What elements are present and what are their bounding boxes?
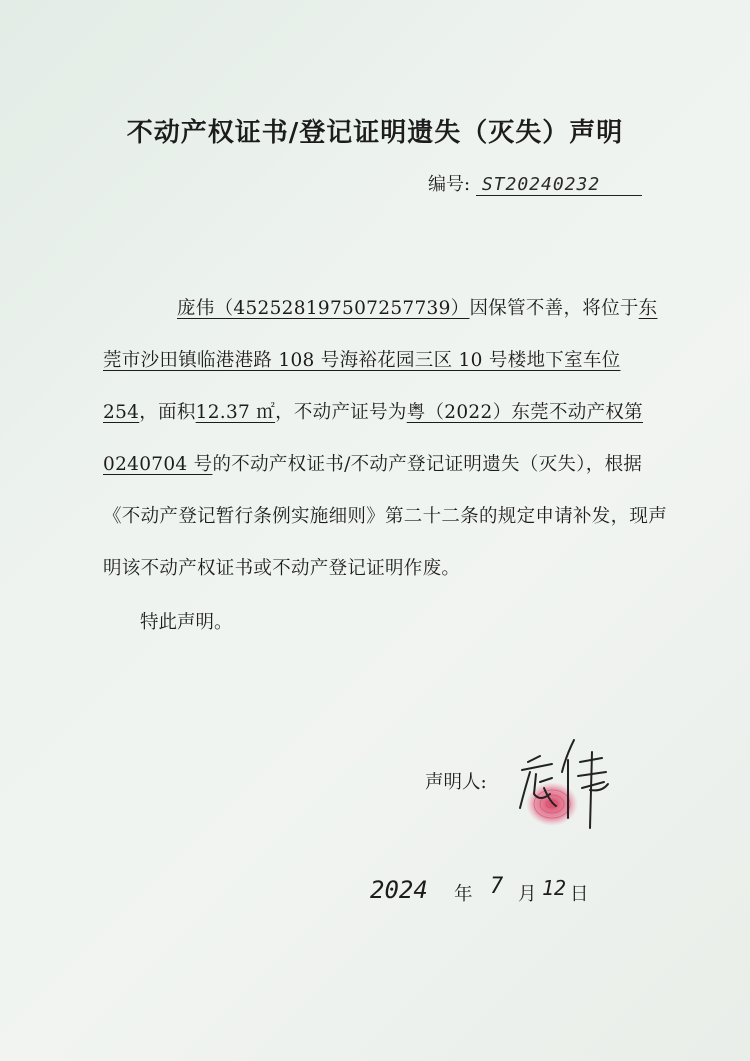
document-title: 不动产权证书/登记证明遗失（灭失）声明 <box>126 118 624 148</box>
text-segment: ，面积 <box>139 402 196 423</box>
signing-date <box>370 870 610 920</box>
text-segment: 因保管不善，将位于 <box>469 298 639 319</box>
statement-body <box>103 283 675 595</box>
number-label: 编号: <box>428 174 471 195</box>
property-address: 东莞市沙田镇临港港路 108 号海裕花园三区 10 号楼地下室车位 254 <box>103 298 658 423</box>
property-area: 12.37 ㎡ <box>195 402 276 423</box>
date-year: 2024 <box>370 876 428 904</box>
statement-paragraph <box>103 283 675 595</box>
number-value: ST20240232 <box>476 174 642 196</box>
closing-statement: 特此声明。 <box>140 612 233 633</box>
text-segment: 的不动产权证书/不动产登记证明遗失（灭失），根据《不动产登记暂行条例实施细则》第二十二条的规定申请补发，现声明该不动产权证书或不动产登记证明作废。 <box>103 454 668 579</box>
handwritten-signature <box>510 732 630 832</box>
certificate-number: 粤（2022）东莞不动产权第 0240704 号 <box>103 402 643 475</box>
date-year-unit: 年 <box>454 884 473 905</box>
text-segment: ，不动产证号为 <box>275 402 407 423</box>
signature-graphic <box>510 732 630 832</box>
date-month-unit: 月 <box>518 884 537 905</box>
document-number <box>428 170 642 196</box>
date-day-unit: 日 <box>570 884 589 905</box>
signer-label: 声明人: <box>425 772 487 793</box>
owner-name-id: 庞伟（452528197507257739） <box>177 298 470 319</box>
date-day: 12 <box>542 876 567 900</box>
date-month: 7 <box>490 874 504 899</box>
